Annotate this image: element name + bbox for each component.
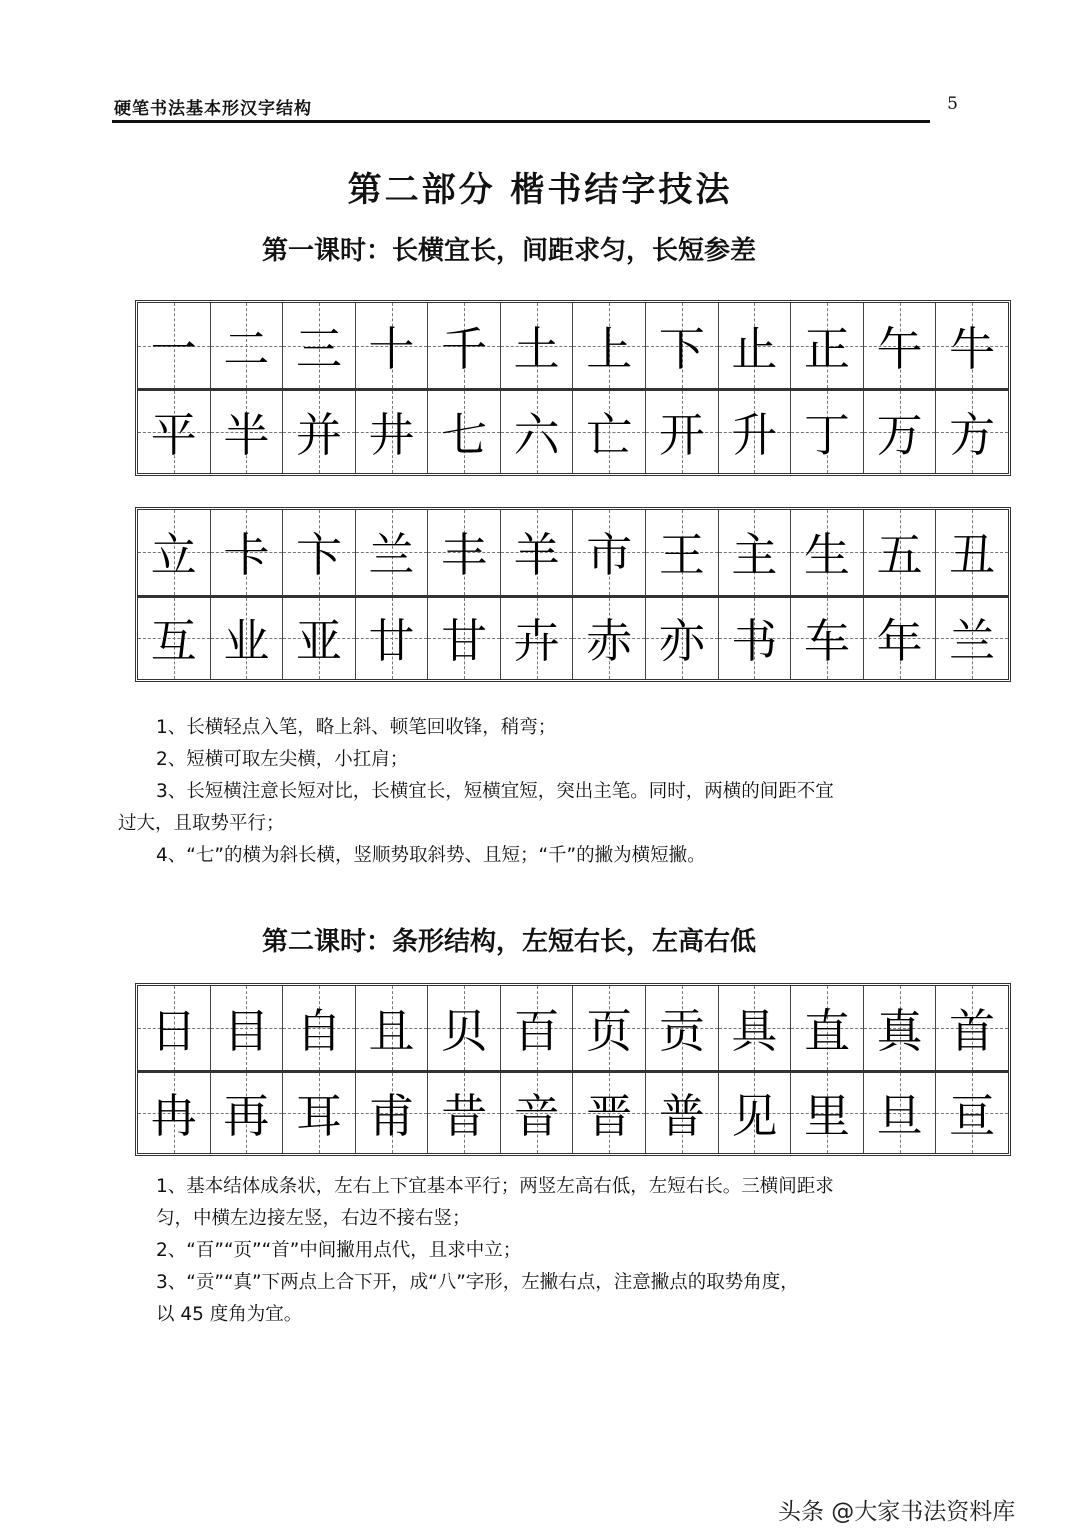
character-cell (790, 1073, 863, 1154)
grid-row (138, 986, 1008, 1070)
character: 二 (223, 321, 270, 376)
character: 市 (586, 528, 633, 583)
character-cell (210, 986, 283, 1070)
character-cell (500, 391, 573, 473)
character-cell (572, 986, 645, 1070)
character: 止 (731, 321, 778, 376)
character-cell (282, 1073, 355, 1154)
character-cell (500, 510, 573, 595)
character-cell (427, 1073, 500, 1154)
grid-row (138, 388, 1008, 473)
note-item-continuation: 以 45 度角为宜。 (156, 1304, 303, 1325)
character: 上 (586, 321, 633, 376)
character-cell (355, 598, 428, 680)
character: 丰 (441, 528, 488, 583)
note-item-continuation: 匀，中横左边接左竖，右边不接右竖； (156, 1208, 471, 1229)
character: 并 (295, 408, 342, 462)
character: 牛 (949, 321, 996, 376)
character: 甫 (368, 1088, 415, 1143)
character-cell (427, 510, 500, 595)
character: 七 (441, 408, 488, 462)
character: 三 (295, 321, 342, 376)
character-cell (500, 303, 573, 388)
character: 卉 (513, 614, 560, 669)
character-cell (645, 303, 718, 388)
grid-row (138, 510, 1008, 595)
character-cell (863, 391, 936, 473)
character: 里 (803, 1088, 850, 1143)
character-cell (935, 986, 1008, 1070)
character-cell (935, 391, 1008, 473)
character-cell (718, 391, 791, 473)
character-cell (718, 986, 791, 1070)
character: 半 (223, 408, 270, 462)
character: 互 (150, 614, 197, 669)
character: 冉 (150, 1088, 197, 1143)
note-item: 2、“百”“页”“首”中间撇用点代，且求中立； (156, 1240, 522, 1261)
note-item-continuation: 过大，且取势平行； (118, 813, 285, 834)
character: 普 (658, 1088, 705, 1143)
character: 下 (658, 321, 705, 376)
character-cell (790, 510, 863, 595)
character: 丁 (803, 408, 850, 462)
character-cell (427, 303, 500, 388)
character-cell (935, 598, 1008, 680)
character: 十 (368, 321, 415, 376)
character-cell (645, 391, 718, 473)
character-cell (863, 598, 936, 680)
character-cell (282, 303, 355, 388)
character: 土 (513, 321, 560, 376)
character-cell (210, 510, 283, 595)
character: 开 (658, 408, 705, 462)
character: 羊 (513, 528, 560, 583)
character: 年 (876, 614, 923, 669)
character: 升 (731, 408, 778, 462)
character-cell (572, 510, 645, 595)
character: 午 (876, 321, 923, 376)
character-cell (138, 986, 210, 1070)
character-cell (718, 510, 791, 595)
character-cell (427, 391, 500, 473)
practice-grid-2 (135, 507, 1011, 682)
character: 旦 (876, 1088, 923, 1143)
character-cell (138, 598, 210, 680)
character: 万 (876, 408, 923, 462)
character-cell (282, 510, 355, 595)
character: 亦 (658, 614, 705, 669)
character: 廿 (368, 614, 415, 669)
lesson2-title: 第二课时：条形结构，左短右长，左高右低 (262, 927, 757, 957)
character-cell (210, 1073, 283, 1154)
grid-row (138, 303, 1008, 388)
character-cell (935, 1073, 1008, 1154)
character-cell (355, 1073, 428, 1154)
character: 见 (731, 1088, 778, 1143)
character-cell (210, 391, 283, 473)
character: 兰 (949, 614, 996, 669)
character-cell (572, 303, 645, 388)
character-cell (138, 1073, 210, 1154)
note-item: 3、“贡”“真”下两点上合下开，成“八”字形，左撇右点，注意撇点的取势角度， (156, 1272, 799, 1293)
character: 立 (150, 528, 197, 583)
character-cell (210, 303, 283, 388)
character-cell (355, 303, 428, 388)
character-cell (572, 598, 645, 680)
note-item: 2、短横可取左尖横，小扛肩； (156, 749, 409, 770)
character-cell (500, 598, 573, 680)
character-cell (500, 1073, 573, 1154)
character: 丑 (949, 528, 996, 583)
character-cell (282, 598, 355, 680)
character: 贡 (658, 1003, 705, 1058)
lesson1-notes (118, 712, 978, 872)
character: 生 (803, 528, 850, 583)
character: 五 (876, 528, 923, 583)
page-header (112, 92, 958, 122)
character: 日 (150, 1003, 197, 1058)
character-cell (790, 986, 863, 1070)
practice-grid-1 (135, 300, 1011, 476)
character: 卞 (295, 528, 342, 583)
character-cell (138, 303, 210, 388)
character: 首 (949, 1003, 996, 1058)
character: 王 (658, 528, 705, 583)
character: 贝 (441, 1003, 488, 1058)
character: 井 (368, 408, 415, 462)
character-cell (355, 986, 428, 1070)
lesson2-notes (118, 1171, 978, 1331)
character: 千 (441, 321, 488, 376)
character: 正 (803, 321, 850, 376)
character-cell (645, 986, 718, 1070)
character-cell (718, 1073, 791, 1154)
character: 甘 (441, 614, 488, 669)
character-cell (790, 598, 863, 680)
character: 亡 (586, 408, 633, 462)
character-cell (718, 598, 791, 680)
note-item: 1、基本结体成条状，左右上下宜基本平行；两竖左高右低，左短右长。三横间距求 (156, 1176, 834, 1197)
character: 兰 (368, 528, 415, 583)
note-item: 4、“七”的横为斜长横，竖顺势取斜势、且短；“千”的撇为横短撇。 (156, 845, 706, 866)
character: 方 (949, 408, 996, 462)
character-cell (790, 391, 863, 473)
watermark: 头条 @大家书法资料库 (778, 1499, 1016, 1525)
character-cell (863, 1073, 936, 1154)
part-title: 第二部分 楷书结字技法 (347, 170, 733, 210)
character-cell (282, 391, 355, 473)
character: 业 (223, 614, 270, 669)
page-number: 5 (947, 94, 958, 114)
character-cell (355, 391, 428, 473)
character: 主 (731, 528, 778, 583)
character-cell (355, 510, 428, 595)
character-cell (138, 391, 210, 473)
lesson1-title: 第一课时：长横宜长，间距求匀，长短参差 (262, 236, 757, 266)
character-cell (572, 391, 645, 473)
character: 直 (803, 1003, 850, 1058)
character-cell (282, 986, 355, 1070)
character: 书 (731, 614, 778, 669)
character: 赤 (586, 614, 633, 669)
character-cell (427, 598, 500, 680)
character: 一 (150, 321, 197, 376)
character-cell (138, 510, 210, 595)
character-cell (500, 986, 573, 1070)
character-cell (790, 303, 863, 388)
character: 音 (513, 1088, 560, 1143)
character-cell (718, 303, 791, 388)
character: 真 (876, 1003, 923, 1058)
character: 六 (513, 408, 560, 462)
character-cell (572, 1073, 645, 1154)
character: 自 (295, 1003, 342, 1058)
practice-grid-3 (135, 983, 1011, 1156)
character: 晋 (586, 1088, 633, 1143)
note-item: 3、长短横注意长短对比，长横宜长，短横宜短，突出主笔。同时，两横的间距不宜 (156, 781, 834, 802)
header-rule (112, 120, 930, 123)
character: 页 (586, 1003, 633, 1058)
character: 昔 (441, 1088, 488, 1143)
grid-row (138, 595, 1008, 680)
character: 亘 (949, 1088, 996, 1143)
character: 目 (223, 1003, 270, 1058)
character-cell (645, 1073, 718, 1154)
character-cell (935, 510, 1008, 595)
character: 耳 (295, 1088, 342, 1143)
character: 百 (513, 1003, 560, 1058)
character: 且 (368, 1003, 415, 1058)
character-cell (935, 303, 1008, 388)
grid-row (138, 1070, 1008, 1154)
character-cell (645, 598, 718, 680)
character: 具 (731, 1003, 778, 1058)
character-cell (863, 303, 936, 388)
note-item: 1、长横轻点入笔，略上斜、顿笔回收锋，稍弯； (156, 717, 557, 738)
character-cell (645, 510, 718, 595)
character-cell (427, 986, 500, 1070)
character-cell (863, 510, 936, 595)
character-cell (210, 598, 283, 680)
header-title: 硬笔书法基本形汉字结构 (114, 99, 312, 119)
character: 亚 (295, 614, 342, 669)
character: 车 (803, 614, 850, 669)
character: 卡 (223, 528, 270, 583)
character: 再 (223, 1088, 270, 1143)
character-cell (863, 986, 936, 1070)
character: 平 (150, 408, 197, 462)
